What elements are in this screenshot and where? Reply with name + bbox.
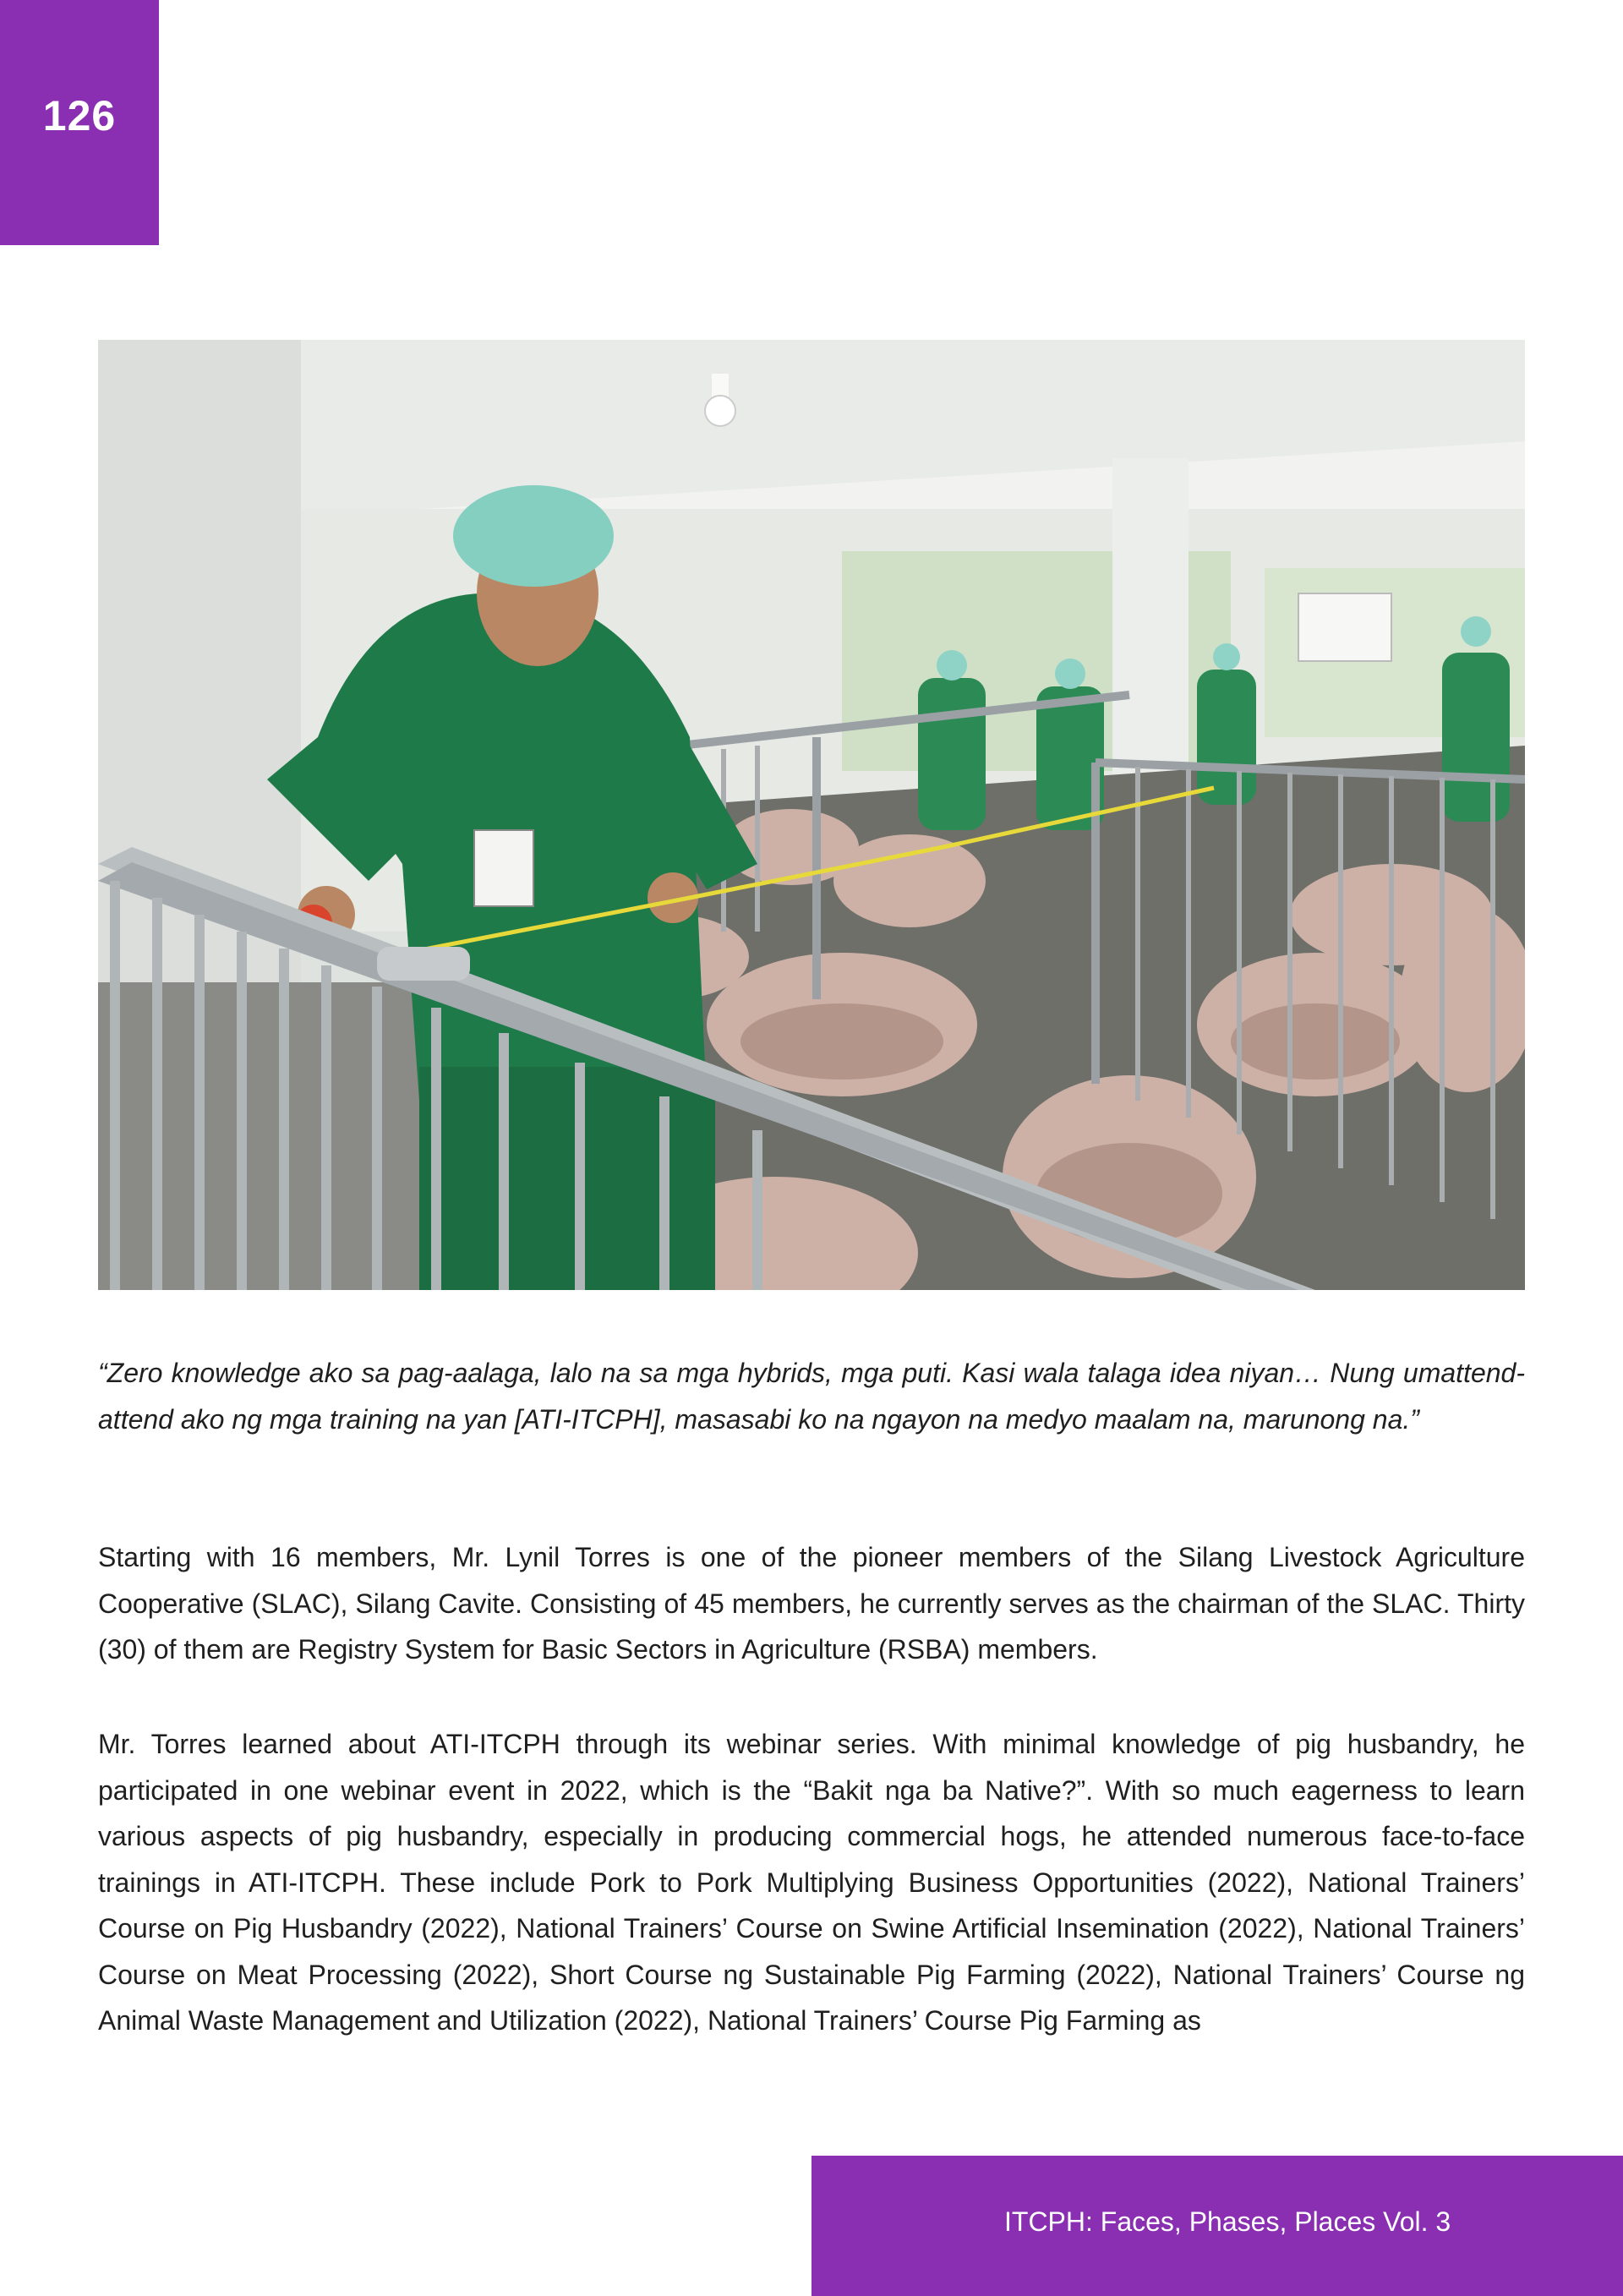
interview-quote: “Zero knowledge ako sa pag-aalaga, lalo na sa mga hybrids, mga puti. Kasi wala talaga idea niyan… Nung umattend-attend ako ng mga training na yan [ATI-ITCPH], masasabi ko na ngayon na medyo maalam na, marunong na.”	[98, 1358, 1525, 1435]
publication-title: ITCPH: Faces, Phases, Places Vol. 3	[1004, 2206, 1451, 2237]
page-number-badge	[0, 0, 159, 245]
footer-band	[812, 2156, 1623, 2296]
photo-pig-measurement	[98, 340, 1525, 1290]
photo-illustration	[98, 340, 1525, 1290]
body-paragraph-2: Mr. Torres learned about ATI-ITCPH through its webinar series. With minimal knowledge of pig husbandry, he participated in one webinar event in 2022, which is the “Bakit nga ba Native?”. With so much eagerness to learn various aspects of pig husbandry, especially in producing commercial hogs, he attended numerous face-to-face trainings in ATI-ITCPH. These include Pork to Pork Multiplying Business Opportunities (2022), National Trainers’ Course on Pig Husbandry (2022), National Trainers’ Course on Swine Artificial Insemination (2022), National Trainers’ Course on Meat Processing (2022), Short Course ng Sustainable Pig Farming (2022), National Trainers’ Course ng Animal Waste Management and Utilization (2022), National Trainers’ Course Pig Farming as	[98, 1729, 1525, 2036]
page-number: 126	[42, 92, 117, 139]
body-paragraph-1: Starting with 16 members, Mr. Lynil Torres is one of the pioneer members of the Silang Livestock Agriculture Cooperative (SLAC), Silang Cavite. Consisting of 45 members, he currently serves as the chairman of the SLAC. Thirty (30) of them are Registry System for Basic Sectors in Agriculture (RSBA) members.	[98, 1542, 1525, 1665]
